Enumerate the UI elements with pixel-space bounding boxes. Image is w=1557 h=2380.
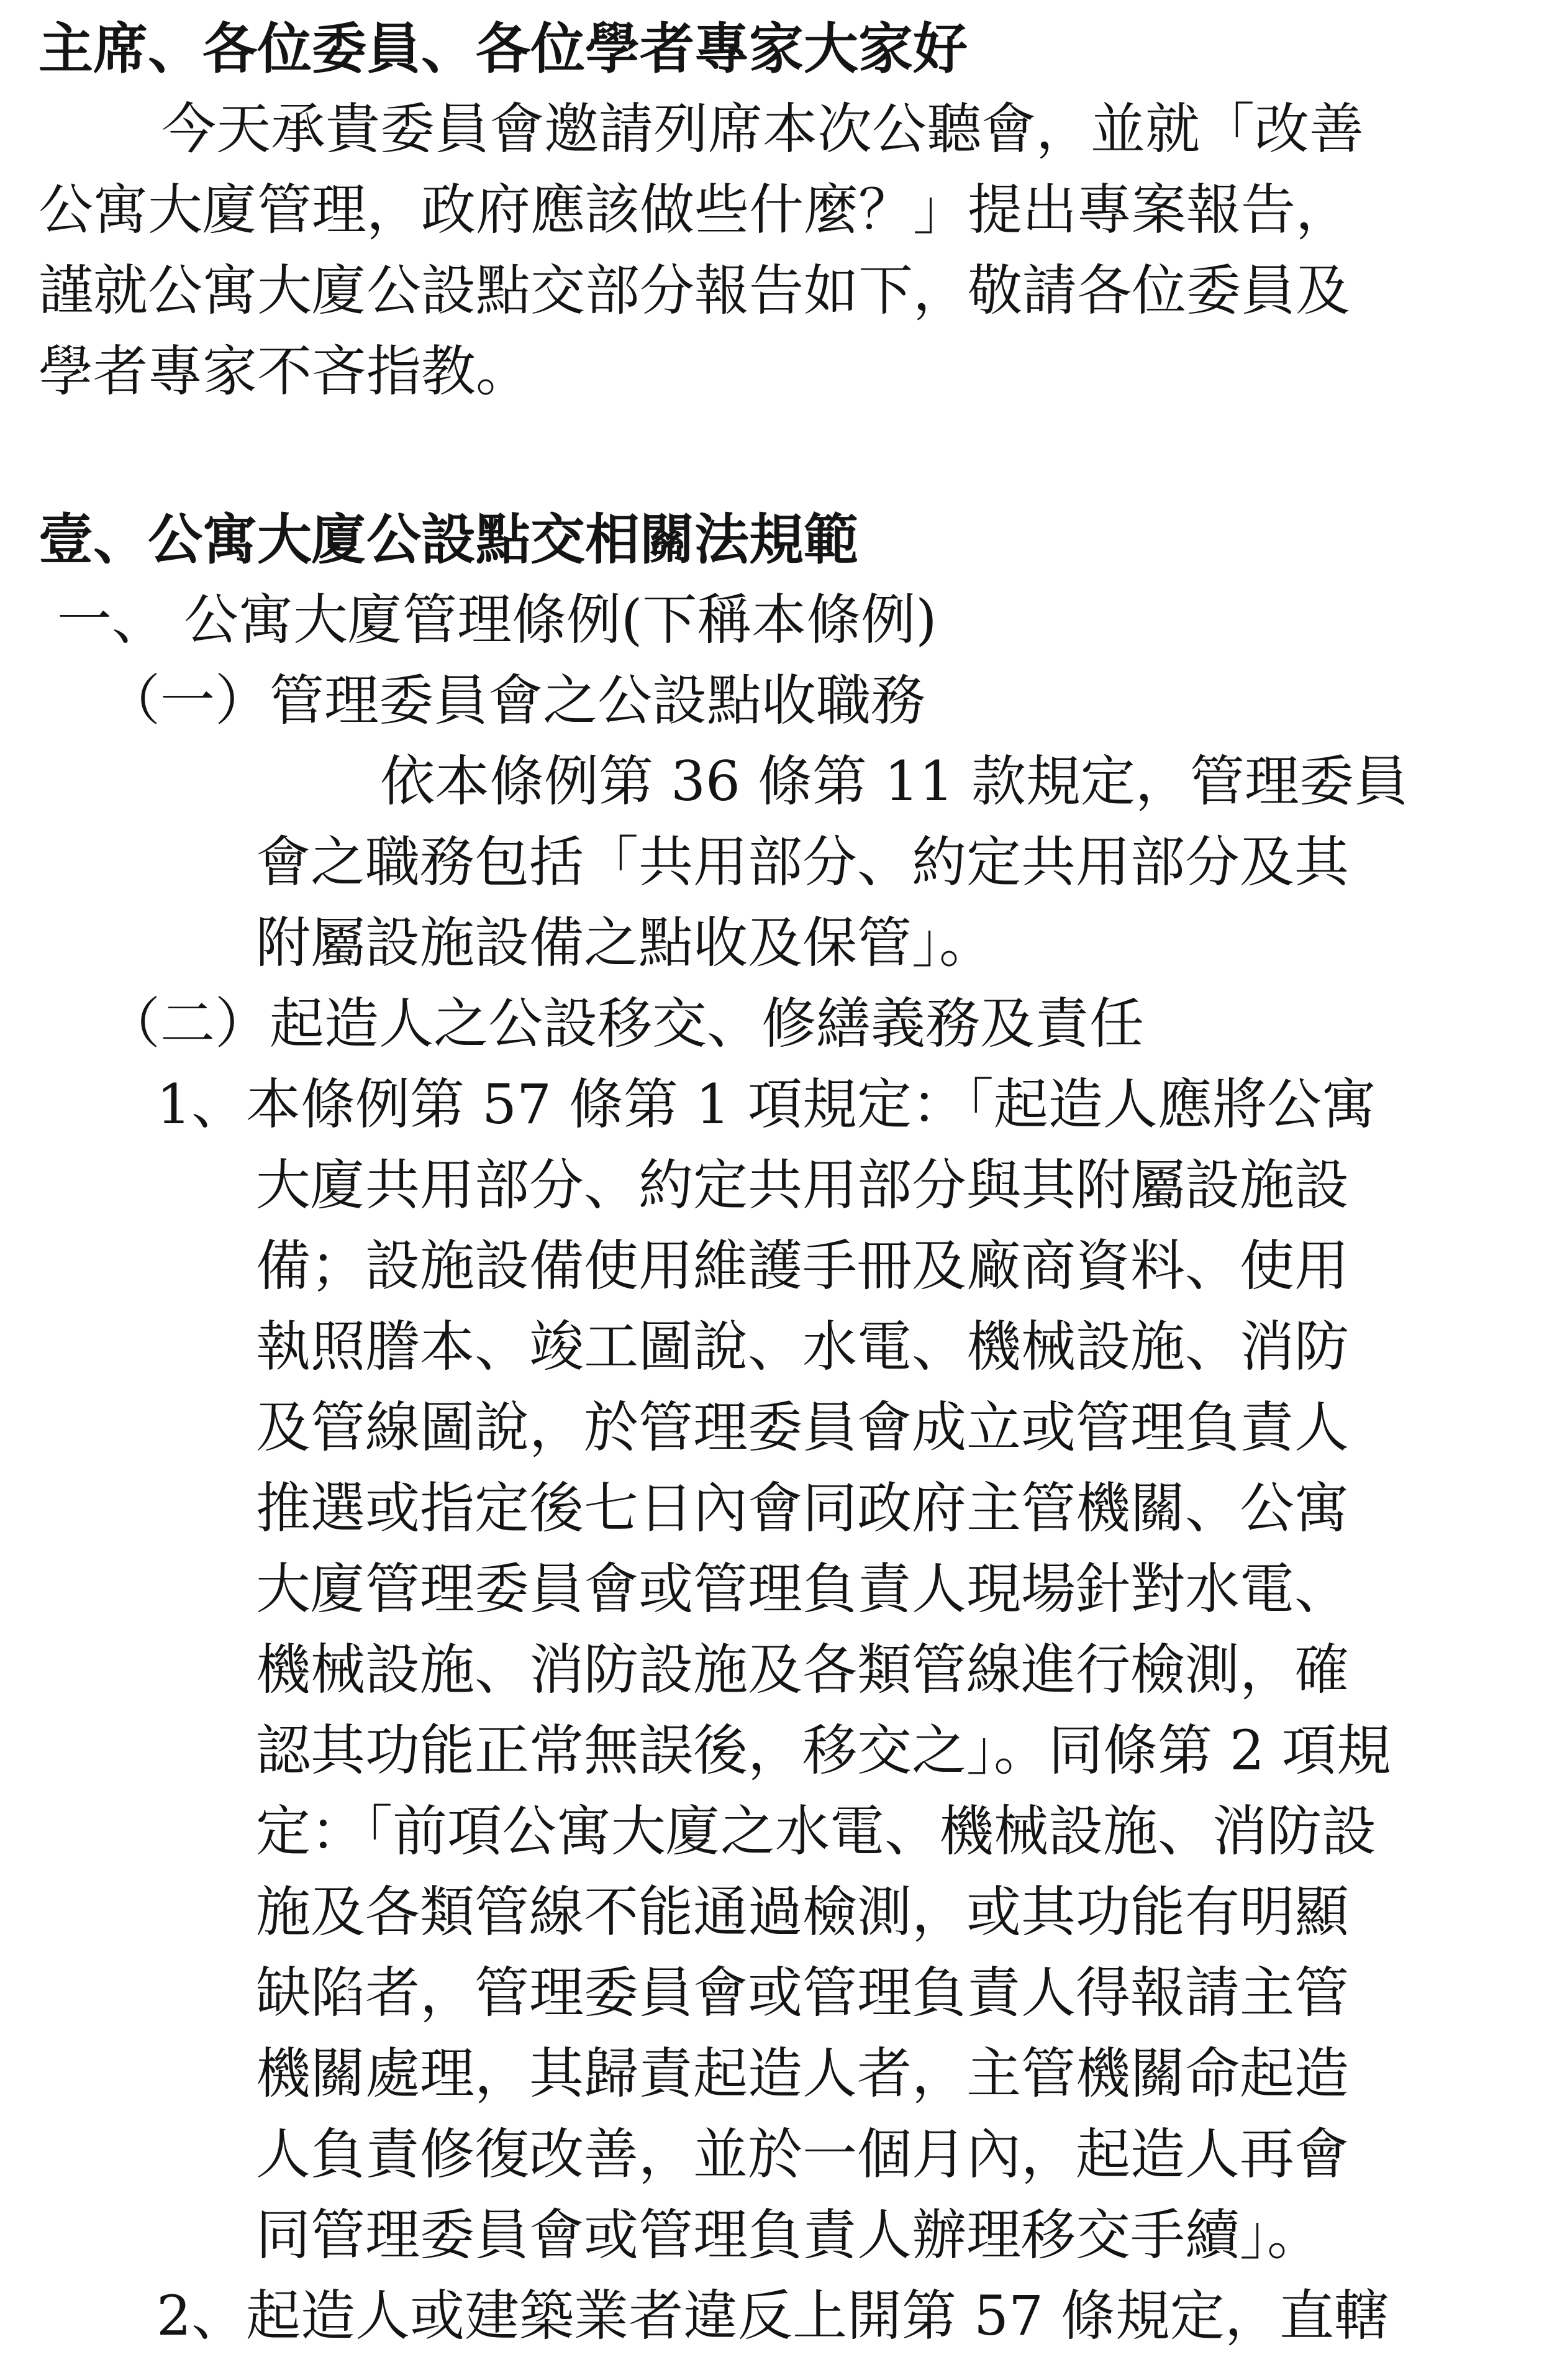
item-body-line: 依本條例第 36 條第 11 款規定，管理委員 [380,749,1409,813]
point-line: 推選或指定後七日內會同政府主管機關、公寓 [256,1476,1350,1540]
item-heading: （二）起造人之公設移交、修繕義務及責任 [106,992,1145,1055]
intro-line: 今天承貴委員會邀請列席本次公聽會，並就「改善 [161,97,1364,161]
point-line: 施及各類管線不能通過檢測，或其功能有明顯 [256,1880,1350,1944]
item-body-line: 附屬設施設備之點收及保管」。 [256,911,994,975]
point-line: 及管線圖說，於管理委員會成立或管理負責人 [256,1395,1350,1459]
point-line: 大廈管理委員會或管理負責人現場針對水電、 [256,1557,1350,1621]
section-heading: 壹、公寓大廈公設點交相關法規範 [39,507,859,572]
item-body-line: 會之職務包括「共用部分、約定共用部分及其 [256,830,1350,894]
intro-line: 學者專家不吝指教。 [39,339,531,403]
point-line: 同管理委員會或管理負責人辦理移交手續」。 [256,2203,1322,2267]
intro-line: 謹就公寓大廈公設點交部分報告如下，敬請各位委員及 [39,258,1351,322]
point-line: 2、起造人或建築業者違反上開第 57 條規定，直轄 [157,2284,1389,2348]
point-line: 1、本條例第 57 條第 1 項規定：「起造人應將公寓 [157,1072,1376,1136]
intro-line: 公寓大廈管理，政府應該做些什麼？」提出專案報告， [39,178,1351,242]
point-line: 執照謄本、竣工圖說、水電、機械設施、消防 [256,1315,1350,1379]
point-line: 人負責修復改善，並於一個月內，起造人再會 [256,2122,1350,2186]
point-line: 機關處理，其歸責起造人者，主管機關命起造 [256,2041,1350,2105]
point-line: 機械設施、消防設施及各類管線進行檢測，確 [256,1638,1350,1702]
point-line: 缺陷者，管理委員會或管理負責人得報請主管 [256,1961,1350,2025]
subsection-heading: 一、 公寓大廈管理條例(下稱本條例) [57,588,937,652]
salutation: 主席、各位委員、各位學者專家大家好 [39,16,968,81]
item-heading: （一）管理委員會之公設點收職務 [106,668,926,732]
point-line: 大廈共用部分、約定共用部分與其附屬設施設 [256,1153,1350,1217]
point-line: 備；設施設備使用維護手冊及廠商資料、使用 [256,1234,1350,1298]
point-line: 認其功能正常無誤後，移交之」。同條第 2 項規 [256,1718,1391,1782]
point-line: 定：「前項公寓大廈之水電、機械設施、消防設 [256,1799,1377,1863]
